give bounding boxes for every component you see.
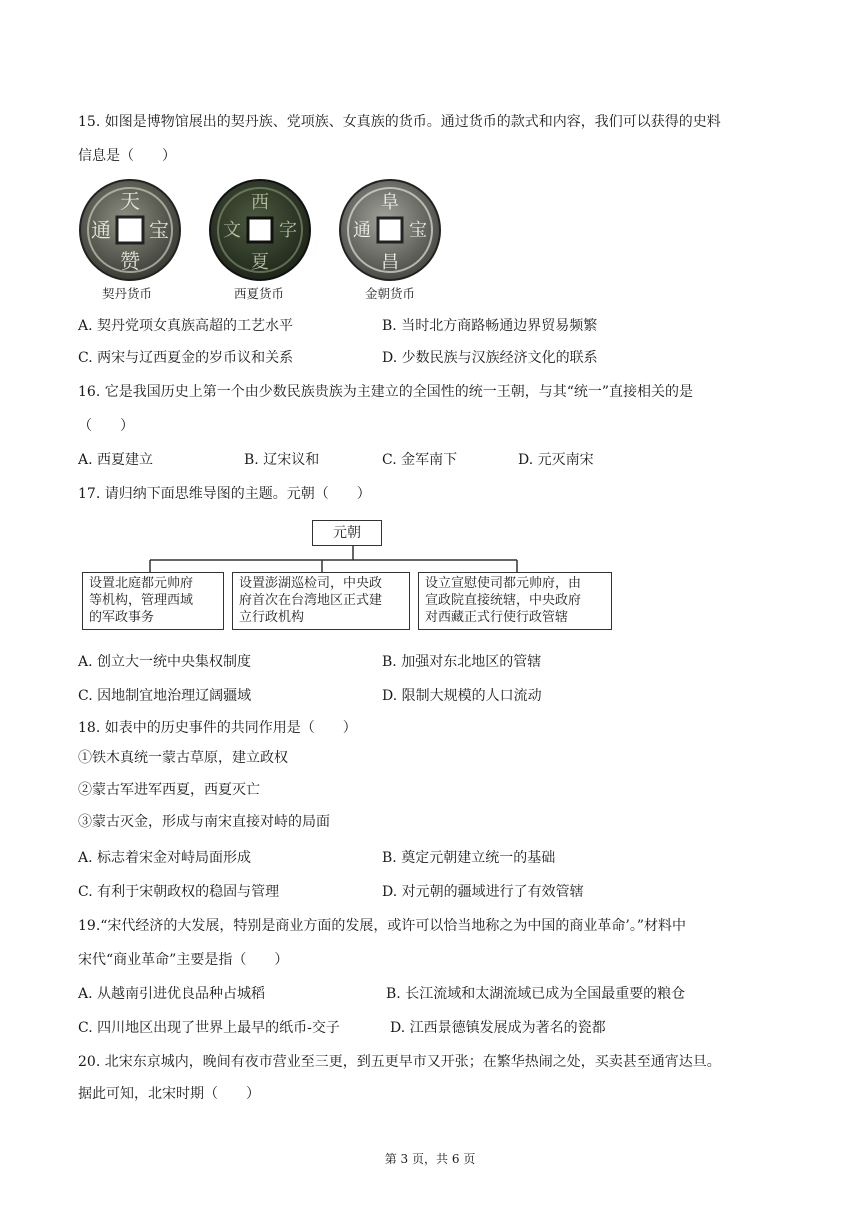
mind-map-text: 宣政院直接统辖，中央政府 xyxy=(425,593,582,608)
q19-option-b[interactable]: B. 长江流域和太湖流域已成为全国最重要的粮仓 xyxy=(386,986,686,1002)
khitan-coin-glyph: 通 xyxy=(91,218,111,242)
q15-stem-line2: 信息是（ ） xyxy=(78,148,176,164)
q19-option-a[interactable]: A. 从越南引进优良品种占城稻 xyxy=(78,986,266,1002)
western-xia-coin-glyph: 西 xyxy=(251,192,269,213)
jin-coin-caption: 金朝货币 xyxy=(365,286,416,301)
q20-stem-line1: 20. 北宋东京城内，晚间有夜市营业至三更，到五更早市又开张；在繁华热闹之处，买卖甚至通宵达旦。 xyxy=(78,1054,721,1070)
q15-option-b[interactable]: B. 当时北方商路畅通边界贸易频繁 xyxy=(382,318,598,334)
q16-option-c[interactable]: C. 金军南下 xyxy=(382,452,458,468)
jin-coin-glyph: 通 xyxy=(353,220,371,241)
mind-map-text: 的军政事务 xyxy=(89,610,155,625)
mind-map-text: 对西藏正式行使行政管辖 xyxy=(425,610,569,625)
khitan-coin-glyph: 赞 xyxy=(120,249,140,273)
jin-coin-glyph: 阜 xyxy=(381,192,399,213)
q18-stem: 18. 如表中的历史事件的共同作用是（ ） xyxy=(78,720,357,736)
western-xia-coin-image xyxy=(208,178,312,286)
q18-option-d[interactable]: D. 对元朝的疆域进行了有效管辖 xyxy=(382,884,584,900)
q15-option-c[interactable]: C. 两宋与辽西夏金的岁币议和关系 xyxy=(78,350,294,366)
western-xia-coin-glyph: 字 xyxy=(279,220,297,241)
q16-option-d[interactable]: D. 元灭南宋 xyxy=(518,452,594,468)
q16-option-b[interactable]: B. 辽宋议和 xyxy=(244,452,320,468)
q17-option-a[interactable]: A. 创立大一统中央集权制度 xyxy=(78,654,252,670)
western-xia-coin-glyph: 文 xyxy=(223,220,241,241)
jin-coin-glyph: 宝 xyxy=(409,220,427,241)
mind-map-text: 设置澎湖巡检司，中央政 xyxy=(239,576,383,591)
q15-option-a[interactable]: A. 契丹党项女真族高超的工艺水平 xyxy=(78,318,294,334)
q17-option-c[interactable]: C. 因地制宜地治理辽阔疆域 xyxy=(78,688,252,704)
mind-map-text: 府首次在台湾地区正式建 xyxy=(239,593,383,608)
q18-event-2: ②蒙古军进军西夏，西夏灭亡 xyxy=(78,782,260,798)
jin-coin-image xyxy=(338,178,442,286)
q18-option-c[interactable]: C. 有利于宋朝政权的稳固与管理 xyxy=(78,884,280,900)
mind-map-box-tibet xyxy=(418,572,612,630)
mind-map-text: 等机构，管理西域 xyxy=(89,593,194,608)
mind-map-text: 设立宣慰使司都元帅府，由 xyxy=(425,576,582,591)
q18-option-a[interactable]: A. 标志着宋金对峙局面形成 xyxy=(78,850,252,866)
q15-option-d[interactable]: D. 少数民族与汉族经济文化的联系 xyxy=(382,350,598,366)
q19-option-d[interactable]: D. 江西景德镇发展成为著名的瓷都 xyxy=(390,1020,606,1036)
jin-coin-glyph: 昌 xyxy=(381,252,399,273)
coin-figure xyxy=(78,178,438,306)
page-number: 第 3 页，共 6 页 xyxy=(384,1152,476,1166)
western-xia-coin-glyph: 夏 xyxy=(251,252,269,273)
mind-map-root: 元朝 xyxy=(312,520,382,546)
mind-map-box-taiwan xyxy=(232,572,410,630)
q16-stem-line2: （ ） xyxy=(78,418,134,434)
yuan-mind-map xyxy=(82,516,612,634)
q19-option-c[interactable]: C. 四川地区出现了世界上最早的纸币-交子 xyxy=(78,1020,340,1036)
khitan-coin-glyph: 天 xyxy=(120,189,140,213)
khitan-coin-glyph: 宝 xyxy=(149,218,169,242)
q15-stem-line1: 15. 如图是博物馆展出的契丹族、党项族、女真族的货币。通过货币的款式和内容，我们可以获得的史料 xyxy=(78,114,721,130)
q17-option-b[interactable]: B. 加强对东北地区的管辖 xyxy=(382,654,542,670)
q18-option-b[interactable]: B. 奠定元朝建立统一的基础 xyxy=(382,850,556,866)
khitan-coin-image xyxy=(78,178,182,286)
western-xia-coin-caption: 西夏货币 xyxy=(234,286,285,301)
mind-map-text: 立行政机构 xyxy=(239,610,305,625)
q20-stem-line2: 据此可知，北宋时期（ ） xyxy=(78,1086,260,1102)
q17-stem: 17. 请归纳下面思维导图的主题。元朝（ ） xyxy=(78,486,371,502)
mind-map-text: 设置北庭都元帅府 xyxy=(89,576,194,591)
q19-stem-line1: 19.“宋代经济的大发展，特别是商业方面的发展，或许可以恰当地称之为中国的商业革命’。”材料中 xyxy=(78,918,687,934)
q19-stem-line2: 宋代“商业革命”主要是指（ ） xyxy=(78,952,289,968)
khitan-coin-caption: 契丹货币 xyxy=(102,286,153,301)
q16-option-a[interactable]: A. 西夏建立 xyxy=(78,452,154,468)
q17-option-d[interactable]: D. 限制大规模的人口流动 xyxy=(382,688,542,704)
mind-map-box-northwest xyxy=(82,572,224,630)
q18-event-1: ①铁木真统一蒙古草原，建立政权 xyxy=(78,750,288,766)
q18-event-3: ③蒙古灭金，形成与南宋直接对峙的局面 xyxy=(78,814,330,830)
q16-stem-line1: 16. 它是我国历史上第一个由少数民族贵族为主建立的全国性的统一王朝，与其“统一”直接相关的是 xyxy=(78,384,694,400)
